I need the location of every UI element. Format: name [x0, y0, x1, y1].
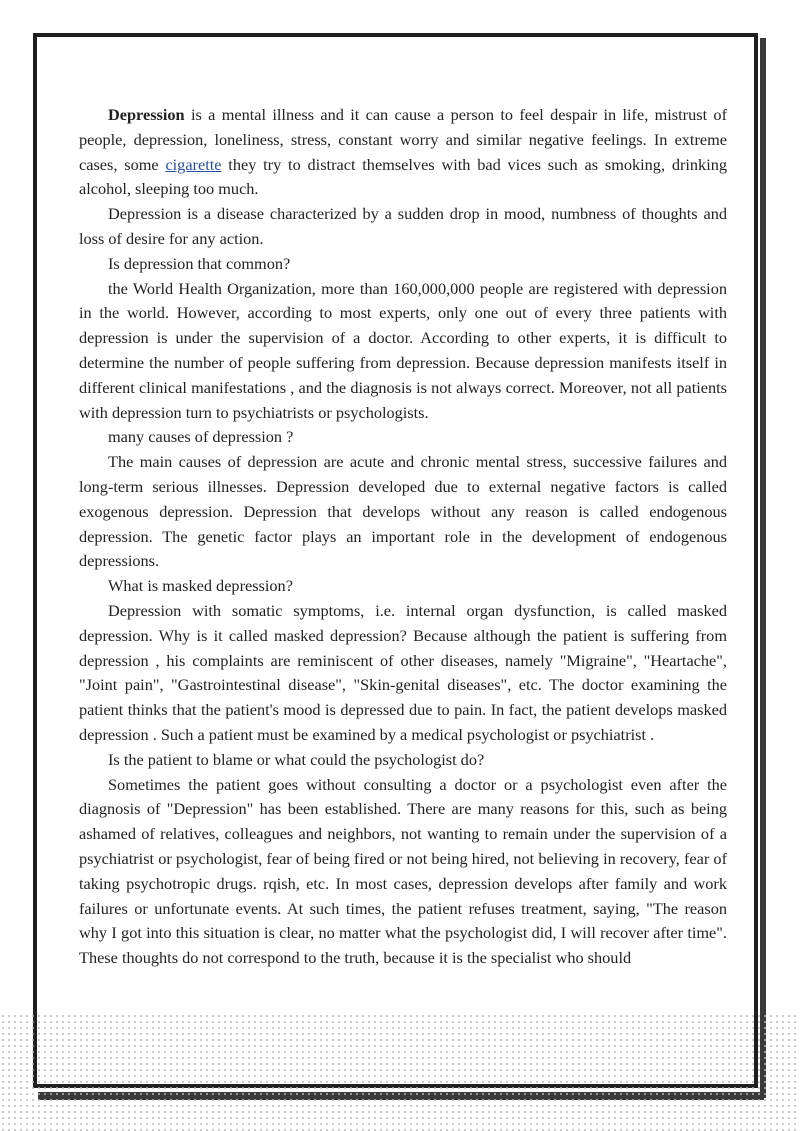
heading-blame: Is the patient to blame or what could the psychologist do?	[108, 749, 485, 769]
paragraph-intro-text-a: is a mental illness and it can cause a person to feel despair in life, mistrust of people, depression, loneliness, stress, constant worry and similar negative feelings. In extreme cases, some	[79, 105, 727, 174]
paragraph-definition: Depression is a disease characterized by a sudden drop in mood, numbness of thoughts and loss of desire for any action.	[79, 204, 727, 248]
heading-causes: many causes of depression ?	[108, 427, 294, 447]
paragraph-causes: The main causes of depression are acute and chronic mental stress, successive failures and long-term serious illnesses. Depression developed due to external negative factors is called exogenous depression. Depression that develops without any reason is called endogenous depression. The genetic factor plays an important role in the development of endogenous depressions.	[79, 452, 727, 571]
heading-how-common: Is depression that common?	[108, 253, 291, 273]
paragraph-masked-depression: Depression with somatic symptoms, i.e. internal organ dysfunction, is called masked depression. Why is it called masked depression? Because although the patient is suffering from depression , his complaints are reminiscent of other diseases, namely "Migraine", "Heartache", "Joint pain", "Gastrointestinal disease", "Skin-genital diseases", etc. The doctor examining the patient thinks that the patient's mood is depressed due to pain. In fact, the patient develops masked depression . Such a patient must be examined by a medical psychologist or psychiatrist .	[79, 600, 727, 744]
cigarette-link[interactable]: cigarette	[165, 154, 222, 174]
term-depression: Depression	[108, 105, 185, 124]
page-shadow-bottom	[38, 1092, 764, 1100]
paragraph-intro-text-b: they try to distract themselves with bad vices such as smoking, drinking alcohol, sleeping too much.	[79, 154, 728, 199]
paragraph-statistics: the World Health Organization, more than 160,000,000 people are registered with depression in the world. However, according to most experts, only one out of every three patients with depression is under the supervision of a doctor. According to other experts, it is difficult to determine the number of people suffering from depression. Because depression manifests itself in different clinical manifestations , and the diagnosis is not always correct. Moreover, not all patients with depression turn to psychiatrists or psychologists.	[79, 278, 727, 422]
paragraph-blame: Sometimes the patient goes without consulting a doctor or a psychologist even after the diagnosis of "Depression" has been established. There are many reasons for this, such as being ashamed of relatives, colleagues and neighbors, not wanting to remain under the supervision of a psychiatrist or psychologist, fear of being fired or not being hired, not believing in recovery, fear of taking psychotropic drugs. rqish, etc. In most cases, depression develops after family and work failures or unfortunate events. At such times, the patient refuses treatment, saying, "The reason why I got into this situation is clear, no matter what the psychologist did, I will recover after time". These thoughts do not correspond to the truth, because it is the specialist who should	[79, 774, 727, 968]
heading-masked-depression: What is masked depression?	[108, 576, 293, 596]
page-shadow-right	[760, 38, 766, 1098]
document-body	[79, 103, 727, 971]
paragraph-intro	[79, 103, 727, 202]
document-page	[33, 33, 758, 1088]
